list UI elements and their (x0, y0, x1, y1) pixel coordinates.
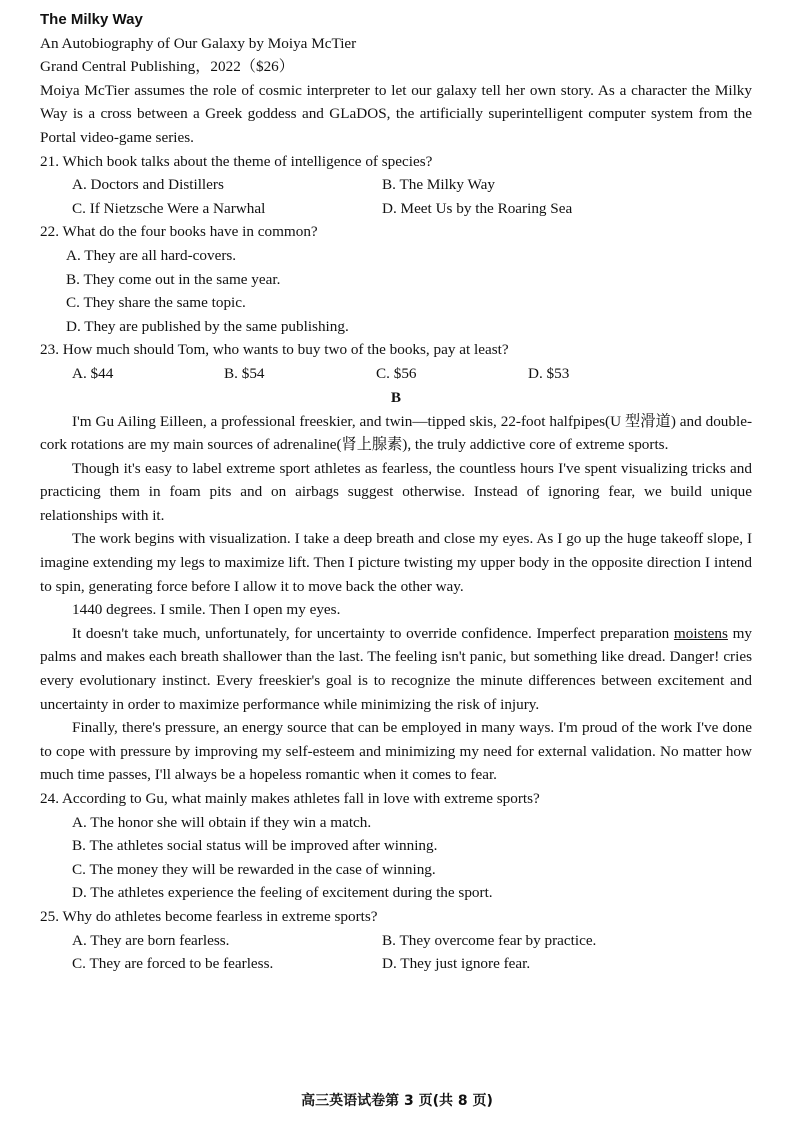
passage-paragraph-6: Finally, there's pressure, an energy source that can be employed in many ways. I'm proud of the work I've done to cope with pressure by improving my self-esteem and minimizing my need for external validation. No matter how much time passes, I'll always be a hopeless romantic when it comes to fear. (40, 719, 752, 784)
book-publisher: Grand Central Publishing，2022（$26） (40, 58, 294, 76)
q22-option-a[interactable]: A. They are all hard-covers. (66, 246, 237, 264)
question-21-options-row-1 (40, 173, 752, 197)
book-title: The Milky Way (40, 11, 143, 28)
q22-option-c[interactable]: C. They share the same topic. (66, 294, 246, 312)
q21-option-b[interactable]: B. The Milky Way (382, 176, 495, 194)
question-24: 24. According to Gu, what mainly makes athletes fall in love with extreme sports? (40, 790, 540, 807)
q25-option-b[interactable]: B. They overcome fear by practice. (382, 931, 597, 949)
question-21-options-row-2 (40, 197, 752, 221)
q25-option-d[interactable]: D. They just ignore fear. (382, 955, 531, 973)
question-25-options-row-2 (40, 952, 752, 976)
book-subtitle: An Autobiography of Our Galaxy by Moiya McTier (40, 34, 357, 52)
q24-option-d[interactable]: D. The athletes experience the feeling of excitement during the sport. (72, 884, 493, 902)
passage-paragraph-4: 1440 degrees. I smile. Then I open my eyes. (72, 601, 341, 619)
exam-page (40, 8, 752, 976)
q21-option-c[interactable]: C. If Nietzsche Were a Narwhal (72, 199, 266, 217)
p5-text-b: my palms and makes each breath shallower than the last. The feeling isn't panic, but something like dread. Danger! cries every evolutionary instinct. Every freeskier's goal is to recognize the minute differences between excitement and uncertainty in order to maximize performance while minimizing the risk of injury. (40, 624, 752, 713)
q23-option-b[interactable]: B. $54 (224, 364, 265, 382)
question-25: 25. Why do athletes become fearless in extreme sports? (40, 907, 378, 925)
section-heading-b: B (390, 388, 402, 406)
p5-text-a: It doesn't take much, unfortunately, for uncertainty to override confidence. Imperfect preparation (72, 624, 674, 642)
q24-option-c[interactable]: C. The money they will be rewarded in the case of winning. (72, 860, 436, 878)
q22-option-d[interactable]: D. They are published by the same publishing. (66, 317, 349, 335)
q23-option-c[interactable]: C. $56 (376, 364, 417, 382)
q24-option-a[interactable]: A. The honor she will obtain if they win a match. (72, 813, 372, 831)
q22-option-b[interactable]: B. They come out in the same year. (66, 270, 281, 288)
underlined-word-moistens: moistens (673, 624, 728, 642)
question-23-options (40, 362, 752, 386)
q21-option-d[interactable]: D. Meet Us by the Roaring Sea (382, 199, 573, 217)
q25-option-c[interactable]: C. They are forced to be fearless. (72, 955, 274, 973)
passage-paragraph-1: I'm Gu Ailing Eilleen, a professional freeskier, and twin—tipped skis, 22-foot halfpipes(U 型滑道) and double-cork rotations are my main sources of adrenaline(肾上腺素), the truly addictive core of extreme sports. (40, 412, 752, 454)
q21-option-a[interactable]: A. Doctors and Distillers (72, 176, 224, 194)
question-21: 21. Which book talks about the theme of intelligence of species? (40, 152, 433, 170)
question-23: 23. How much should Tom, who wants to buy two of the books, pay at least? (40, 341, 509, 359)
passage-paragraph-3: The work begins with visualization. I take a deep breath and close my eyes. As I go up the huge takeoff slope, I imagine extending my legs to maximize lift. Then I picture twisting my upper body in the opposite direction I intend to spin, generating force before I allow it to move back the other way. (40, 530, 752, 595)
page-footer: 高三英语试卷第 3 页(共 8 页) (301, 1093, 493, 1109)
q23-option-a[interactable]: A. $44 (72, 364, 114, 382)
question-25-options-row-1 (40, 929, 752, 953)
q24-option-b[interactable]: B. The athletes social status will be improved after winning. (72, 837, 438, 855)
passage-paragraph-2: Though it's easy to label extreme sport athletes as fearless, the countless hours I've spent visualizing tricks and practicing them in foam pits and on airbags suggest otherwise. Instead of ignoring fear, we build unique relationships with it. (40, 459, 752, 524)
q23-option-d[interactable]: D. $53 (528, 364, 570, 382)
q25-option-a[interactable]: A. They are born fearless. (72, 931, 230, 949)
passage-paragraph-5 (40, 622, 752, 716)
question-22: 22. What do the four books have in common? (40, 223, 318, 241)
book-description: Moiya McTier assumes the role of cosmic interpreter to let our galaxy tell her own story. As a character the Milky Way is a cross between a Greek goddess and GLaDOS, the artificially superintelligent computer system from the Portal video-game series. (40, 81, 752, 146)
